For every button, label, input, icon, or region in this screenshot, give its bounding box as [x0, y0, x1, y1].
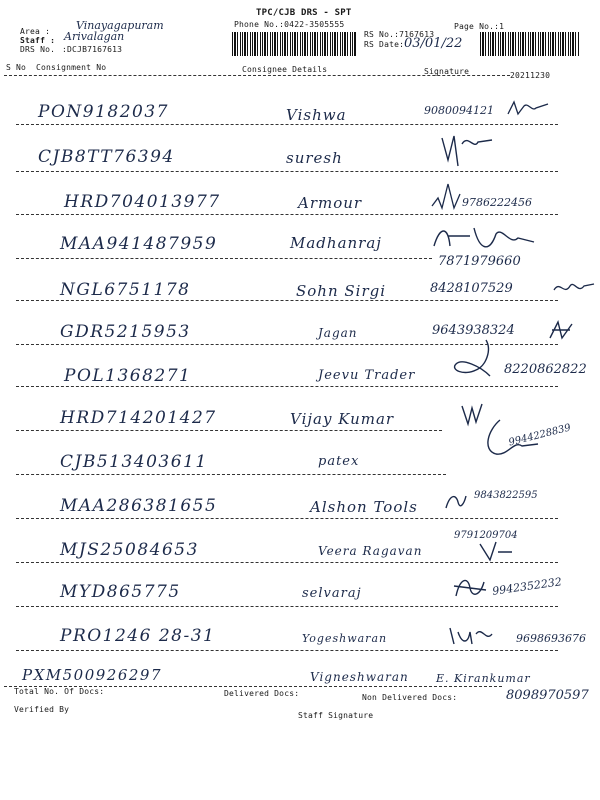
row-divider	[16, 562, 558, 563]
consignment-number: MAA941487959	[60, 234, 218, 254]
consignee-name: Veera Ragavan	[318, 544, 423, 558]
staff-signature-label: Staff Signature	[298, 711, 374, 720]
signature-scribble	[428, 180, 468, 212]
consignment-number: PXM500926297	[22, 666, 163, 684]
consignee-phone: 9843822595	[474, 490, 538, 501]
row-divider	[16, 474, 446, 475]
consignee-phone: 9942352232	[491, 575, 563, 598]
row-divider	[16, 430, 442, 431]
signature-scribble	[450, 572, 490, 602]
consignee-phone: 9698693676	[516, 632, 586, 645]
consignment-number: CJB8TT76394	[38, 147, 175, 167]
col-sno: S No	[6, 63, 27, 72]
row-divider	[16, 124, 558, 125]
consignment-number: CJB513403611	[60, 452, 208, 472]
page-number: Page No.:1	[454, 22, 505, 31]
signature-scribble	[446, 336, 496, 382]
consignment-number: PRO1246 28-31	[60, 626, 216, 646]
signature-scribble	[446, 624, 516, 648]
rs-date-value: 03/01/22	[404, 36, 463, 51]
phone-number: Phone No.:0422-3505555	[234, 20, 345, 29]
row-divider	[16, 386, 558, 387]
total-docs-label: Total No. Of Docs:	[14, 687, 105, 696]
non-delivered-docs-label: Non Delivered Docs:	[362, 693, 458, 702]
area-value: Vinayagapuram	[76, 19, 164, 32]
consignee-phone: 9643938324	[432, 323, 515, 338]
rs-date-label: RS Date:	[364, 40, 405, 49]
consignee-name: Jagan	[318, 326, 358, 340]
consignee-name: Vigneshwaran	[310, 670, 409, 684]
consignment-number: HRD714201427	[60, 408, 217, 428]
barcode-left	[232, 32, 356, 56]
consignee-phone: 8098970597	[506, 688, 589, 703]
consignee-phone: 8220862822	[504, 362, 587, 377]
staff-label: Staff :	[20, 36, 56, 45]
signature-scribble	[546, 318, 576, 342]
consignee-phone: 9944228839	[507, 422, 573, 449]
row-divider	[16, 171, 558, 172]
consignee-name: Armour	[298, 194, 363, 212]
row-divider	[16, 606, 558, 607]
consignment-number: HRD704013977	[64, 192, 221, 212]
header-divider	[4, 75, 510, 76]
verified-by-label: Verified By	[14, 705, 70, 714]
row-divider	[16, 650, 558, 651]
row-divider	[16, 518, 558, 519]
drs-no-value: :DCJB7167613	[62, 45, 123, 54]
drs-no-label: DRS No.	[20, 45, 56, 54]
col-consignee: Consignee Details	[242, 65, 328, 74]
signature-scribble	[552, 276, 596, 298]
consignment-number: MJS25084653	[60, 540, 199, 560]
consignee-name: Sohn Sirgi	[296, 282, 387, 300]
consignee-name: Alshon Tools	[310, 498, 418, 516]
consignee-name: suresh	[286, 149, 343, 167]
consignee-name: Vijay Kumar	[290, 410, 395, 428]
col-consignment: Consignment No	[36, 63, 107, 72]
consignee-phone: 9786222456	[462, 196, 532, 209]
barcode-right	[480, 32, 580, 56]
consignment-number: POL1368271	[64, 366, 192, 386]
row-divider	[16, 214, 558, 215]
consignee-name: selvaraj	[302, 586, 362, 601]
stamp-date: 20211230	[510, 71, 551, 80]
signature-scribble	[506, 98, 550, 120]
consignment-number: PON9182037	[38, 102, 169, 122]
consignee-phone: 7871979660	[438, 254, 521, 269]
consignment-number: GDR5215953	[60, 322, 191, 342]
row-divider	[16, 300, 558, 301]
consignment-number: MYD865775	[60, 582, 181, 602]
consignee-name: patex	[318, 454, 360, 469]
delivered-docs-label: Delivered Docs:	[224, 689, 300, 698]
row-divider	[16, 258, 432, 259]
signature-scribble	[438, 130, 498, 170]
consignment-number: NGL6751178	[60, 280, 191, 300]
consignment-number: MAA286381655	[60, 496, 218, 516]
consignee-name: Yogeshwaran	[302, 632, 388, 645]
consignee-name: Madhanraj	[290, 234, 382, 252]
document-title: TPC/CJB DRS - SPT	[256, 8, 352, 18]
consignee-phone: 9080094121	[424, 104, 494, 117]
signature-scribble	[442, 490, 468, 512]
consignee-phone: 8428107529	[430, 281, 513, 296]
signature-name: E. Kirankumar	[436, 672, 531, 685]
signature-scribble	[476, 538, 516, 564]
staff-value: Arivalagan	[64, 30, 125, 43]
area-label: Area :	[20, 27, 51, 36]
signature-scribble	[430, 222, 540, 252]
consignee-name: Vishwa	[286, 106, 347, 124]
col-signature: Signature	[424, 67, 470, 76]
consignee-name: Jeevu Trader	[318, 368, 416, 383]
rs-number: RS No.:7167613	[364, 30, 435, 39]
consignee-phone: 9791209704	[454, 530, 518, 541]
